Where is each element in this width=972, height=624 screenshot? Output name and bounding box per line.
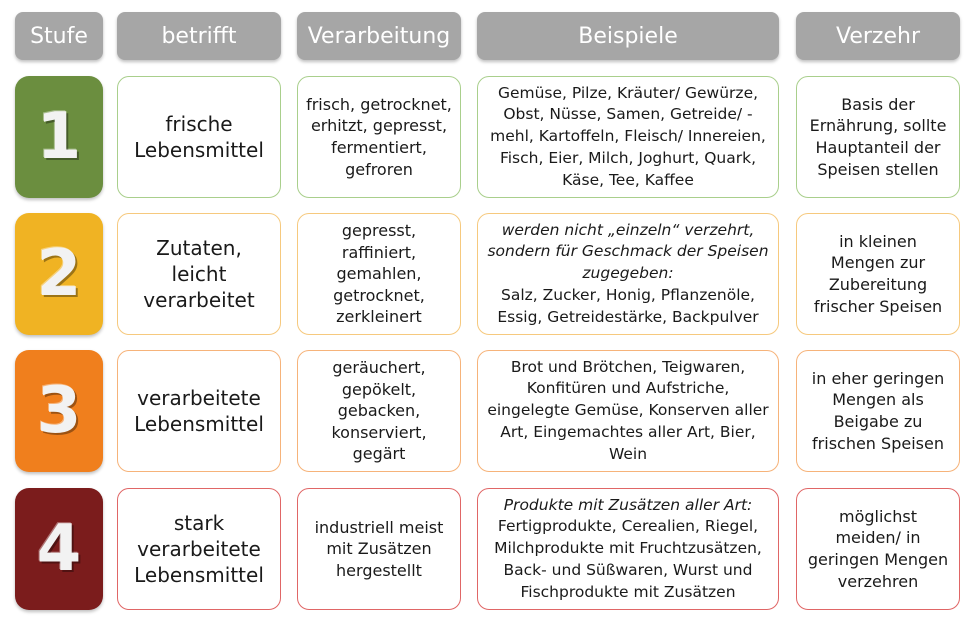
beispiele-text: Brot und Brötchen, Teigwaren, Konfitüren und Aufstriche, eingelegte Gemüse, Konserven aller Art, Eingemachtes aller Art, Bier, Wein	[487, 357, 769, 463]
verzehr-text: Basis der Ernährung, sollte Hauptanteil der Speisen stellen	[809, 94, 947, 179]
betrifft-cell	[117, 76, 281, 198]
level-badge	[15, 350, 103, 472]
verzehr-text: möglichst meiden/ in geringen Mengen verzehren	[807, 506, 949, 591]
header-verarbeitung-label: Verarbeitung	[307, 23, 451, 49]
beispiele-cell	[477, 488, 779, 610]
beispiele-cell	[477, 350, 779, 472]
beispiele-intro: Produkte mit Zusätzen aller Art:	[503, 495, 753, 514]
header-stufe-label: Stufe	[30, 23, 88, 49]
verarbeitung-cell	[297, 350, 461, 472]
betrifft-text: stark verarbeitete Lebensmittel	[134, 511, 264, 587]
betrifft-cell	[117, 213, 281, 335]
header-verzehr-label: Verzehr	[836, 23, 920, 49]
verarbeitung-text: industriell meist mit Zusätzen hergestellt	[314, 517, 444, 580]
verarbeitung-cell	[297, 76, 461, 198]
level-number: 4	[36, 512, 82, 586]
verzehr-text: in kleinen Mengen zur Zubereitung frischer Speisen	[813, 231, 943, 316]
level-number: 1	[36, 100, 82, 174]
beispiele-text: Salz, Zucker, Honig, Pflanzenöle, Essig, Getreidestärke, Backpulver	[497, 285, 759, 326]
header-beispiele-label: Beispiele	[578, 23, 678, 49]
beispiele-text: Gemüse, Pilze, Kräuter/ Gewürze, Obst, Nüsse, Samen, Getreide/ - mehl, Kartoffeln, Fleisch/ Innereien, Fisch, Eier, Milch, Joghurt, Quark, Käse, Tee, Kaffee	[490, 83, 766, 189]
level-number: 3	[36, 374, 82, 448]
verarbeitung-text: geräuchert, gepökelt, gebacken, konserviert, gegärt	[331, 358, 427, 464]
header-stufe	[15, 12, 103, 60]
beispiele-cell	[477, 213, 779, 335]
level-badge	[15, 488, 103, 610]
verzehr-cell	[796, 350, 960, 472]
verzehr-cell	[796, 76, 960, 198]
verarbeitung-text: gepresst, raffiniert, gemahlen, getrocknet, zerkleinert	[333, 221, 425, 327]
beispiele-intro: werden nicht „einzeln“ verzehrt, sondern für Geschmack der Speisen zugegeben:	[487, 220, 769, 283]
betrifft-text: frische Lebensmittel	[134, 112, 264, 162]
level-number: 2	[36, 237, 82, 311]
betrifft-cell	[117, 350, 281, 472]
level-badge	[15, 213, 103, 335]
verarbeitung-cell	[297, 213, 461, 335]
verarbeitung-text: frisch, getrocknet, erhitzt, gepresst, fermentiert, gefroren	[306, 94, 452, 179]
verzehr-cell	[796, 213, 960, 335]
beispiele-text: Fertigprodukte, Cerealien, Riegel, Milchprodukte mit Fruchtzusätzen, Back- und Süßwaren, Wurst und Fischprodukte mit Zusätzen	[494, 517, 762, 601]
header-beispiele	[477, 12, 779, 60]
header-betrifft	[117, 12, 281, 60]
header-verarbeitung	[297, 12, 461, 60]
verzehr-cell	[796, 488, 960, 610]
verarbeitung-cell	[297, 488, 461, 610]
betrifft-text: Zutaten, leicht verarbeitet	[143, 236, 255, 312]
header-betrifft-label: betrifft	[161, 23, 237, 49]
betrifft-text: verarbeitete Lebensmittel	[134, 386, 264, 436]
verzehr-text: in eher geringen Mengen als Beigabe zu frischen Speisen	[811, 368, 945, 453]
header-verzehr	[796, 12, 960, 60]
beispiele-cell	[477, 76, 779, 198]
level-badge	[15, 76, 103, 198]
betrifft-cell	[117, 488, 281, 610]
